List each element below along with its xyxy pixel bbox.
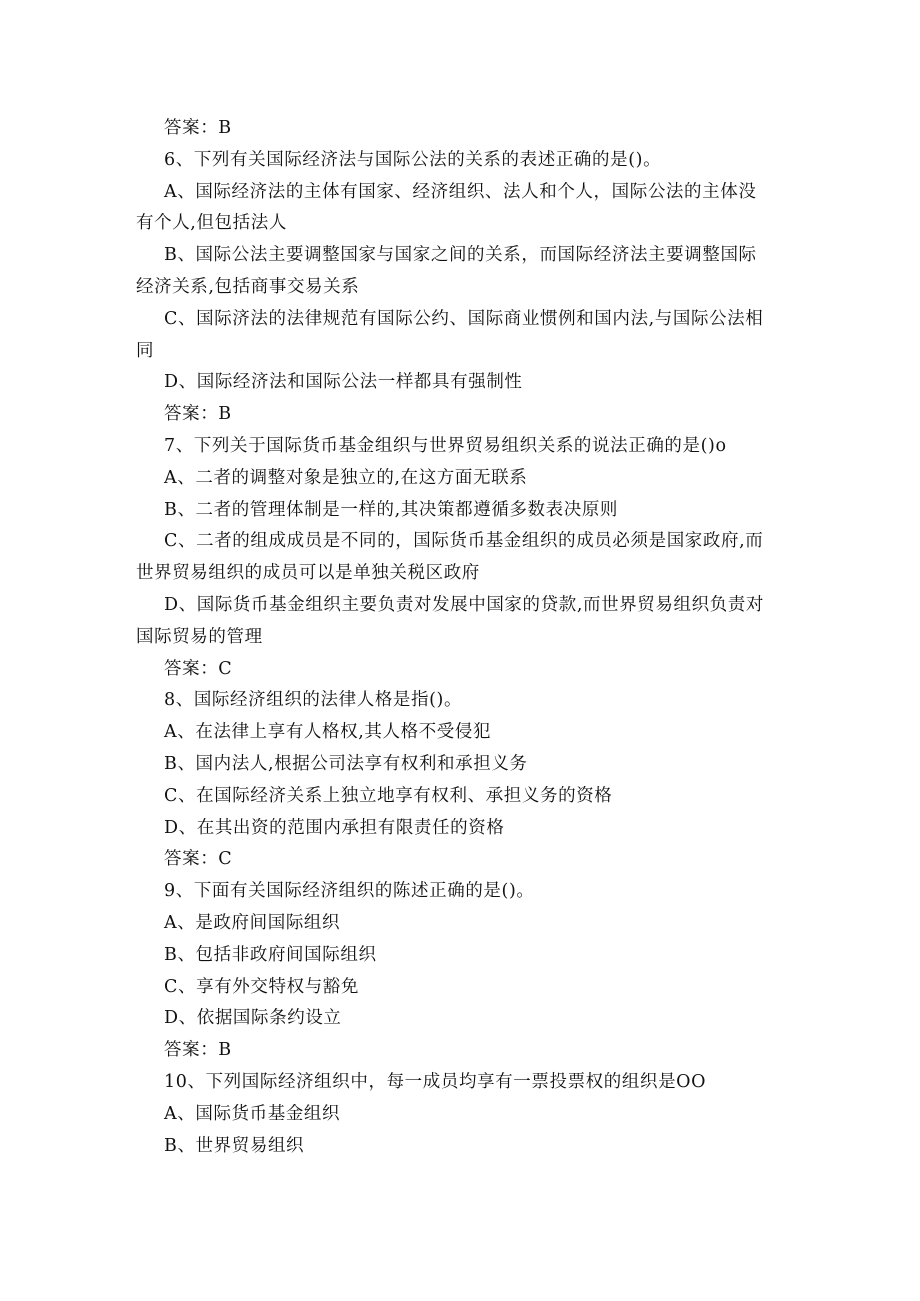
question-10: 10、下列国际经济组织中，每一成员均享有一票投票权的组织是OO	[164, 1071, 707, 1092]
question-8-option-b: B、国内法人,根据公司法享有权利和承担义务	[164, 753, 528, 774]
question-7-option-a: A、二者的调整对象是独立的,在这方面无联系	[164, 467, 528, 488]
question-7-answer: 答案：C	[164, 658, 233, 679]
question-7-option-d: D、国际货币基金组织主要负责对发展中国家的贷款,而世界贸易组织负责对	[164, 594, 764, 615]
question-9-answer: 答案：B	[164, 1040, 232, 1061]
question-7-option-d-continued: 国际贸易的管理	[136, 626, 263, 647]
question-6-option-c: C、国际济法的法律规范有国际公约、国际商业惯例和国内法,与国际公法相	[164, 308, 764, 329]
question-9-option-a: A、是政府间国际组织	[164, 912, 341, 933]
question-8-answer: 答案：C	[164, 849, 233, 870]
question-6-option-a-continued: 有个人,但包括法人	[136, 213, 287, 234]
document-body	[136, 113, 786, 1162]
question-8: 8、国际经济组织的法律人格是指()。	[164, 690, 463, 711]
question-8-option-c: C、在国际经济关系上独立地享有权利、承担义务的资格	[164, 785, 613, 806]
question-7-option-b: B、二者的管理体制是一样的,其决策都遵循多数表决原则	[164, 499, 619, 520]
question-8-option-d: D、在其出资的范围内承担有限责任的资格	[164, 817, 505, 838]
question-7-option-c-continued: 世界贸易组织的成员可以是单独关税区政府	[136, 563, 480, 584]
question-7: 7、下列关于国际货币基金组织与世界贸易组织关系的说法正确的是()o	[164, 435, 727, 456]
question-7-option-c: C、二者的组成成员是不同的，国际货币基金组织的成员必须是国家政府,而	[164, 531, 764, 552]
question-6-option-c-continued: 同	[136, 340, 155, 361]
question-9-option-b: B、包括非政府间国际组织	[164, 944, 377, 965]
question-8-option-a: A、在法律上享有人格权,其人格不受侵犯	[164, 722, 492, 743]
question-6-option-b-continued: 经济关系,包括商事交易关系	[136, 276, 360, 297]
question-6-option-d: D、国际经济法和国际公法一样都具有强制性	[164, 372, 523, 393]
question-6-answer: 答案：B	[164, 404, 232, 425]
question-9-option-d: D、依据国际条约设立	[164, 1008, 342, 1029]
question-6: 6、下列有关国际经济法与国际公法的关系的表述正确的是()。	[164, 149, 662, 170]
question-6-option-a: A、国际经济法的主体有国家、经济组织、法人和个人，国际公法的主体没	[164, 181, 757, 202]
question-6-option-b: B、国际公法主要调整国家与国家之间的关系，而国际经济法主要调整国际	[164, 245, 757, 266]
question-9: 9、下面有关国际经济组织的陈述正确的是()。	[164, 881, 535, 902]
question-9-option-c: C、享有外交特权与豁免	[164, 976, 359, 997]
question-10-option-b: B、世界贸易组织	[164, 1135, 305, 1156]
answer-line: 答案：B	[164, 118, 232, 138]
question-10-option-a: A、国际货币基金组织	[164, 1103, 341, 1124]
